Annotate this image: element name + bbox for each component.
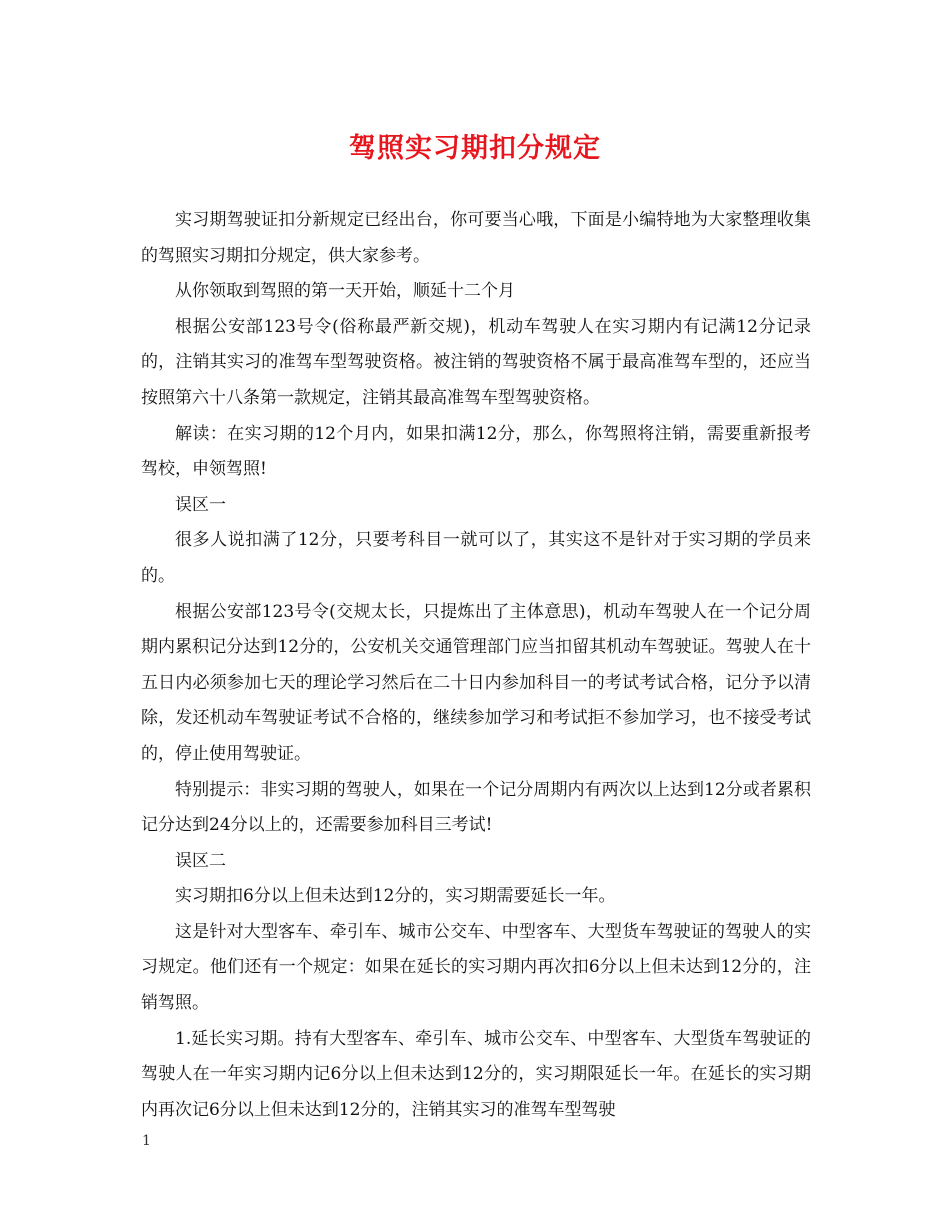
page-number: 1 <box>142 1133 151 1149</box>
heading-misconception-one: 误区一 <box>175 494 226 515</box>
heading-misconception-two: 误区二 <box>175 850 226 871</box>
paragraph-interpretation: 解读：在实习期的12个月内，如果扣满12分，那么，你驾照将注销，需要重新报考驾校，申领驾照! <box>141 423 811 480</box>
paragraph-large-vehicle-rule: 这是针对大型客车、牵引车、城市公交车、中型客车、大型货车驾驶证的驾驶人的实习规定。他们还有一个规定：如果在延长的实习期内再次扣6分以上但未达到12分的，注销驾照。 <box>141 921 811 1014</box>
paragraph-misconception-two: 实习期扣6分以上但未达到12分的，实习期需要延长一年。 <box>175 886 616 907</box>
document-body <box>141 203 811 1128</box>
paragraph-start-date: 从你领取到驾照的第一天开始，顺延十二个月 <box>175 281 515 302</box>
paragraph-regulation-detail: 根据公安部123号令(交规太长，只提炼出了主体意思)，机动车驾驶人在一个记分周期内累积记分达到12分的，公安机关交通管理部门应当扣留其机动车驾驶证。驾驶人在十五日内必须参加七天的理论学习然后在二十日内参加科目一的考试考试合格，记分予以清除，发还机动车驾驶证考试不合格的，继续参加学习和考试拒不参加学习，也不接受考试的，停止使用驾驶证。 <box>141 601 811 764</box>
paragraph-regulation-123: 根据公安部123号令(俗称最严新交规)，机动车驾驶人在实习期内有记满12分记录的，注销其实习的准驾车型驾驶资格。被注销的驾驶资格不属于最高准驾车型的，还应当按照第六十八条第一款规定，注销其最高准驾车型驾驶资格。 <box>141 316 811 408</box>
paragraph-intro: 实习期驾驶证扣分新规定已经出台，你可要当心哦，下面是小编特地为大家整理收集的驾照实习期扣分规定，供大家参考。 <box>141 210 811 266</box>
document-title: 驾照实习期扣分规定 <box>349 133 601 164</box>
paragraph-extend-internship: 1.延长实习期。持有大型客车、牵引车、城市公交车、中型客车、大型货车驾驶证的驾驶人在一年实习期内记6分以上但未达到12分的，实习期限延长一年。在延长的实习期内再次记6分以上但未达到12分的，注销其实习的准驾车型驾驶 <box>141 1028 811 1120</box>
paragraph-misconception-one: 很多人说扣满了12分，只要考科目一就可以了，其实这不是针对于实习期的学员来的。 <box>141 530 811 586</box>
paragraph-special-note: 特别提示：非实习期的驾驶人，如果在一个记分周期内有两次以上达到12分或者累积记分达到24分以上的，还需要参加科目三考试! <box>141 779 811 836</box>
